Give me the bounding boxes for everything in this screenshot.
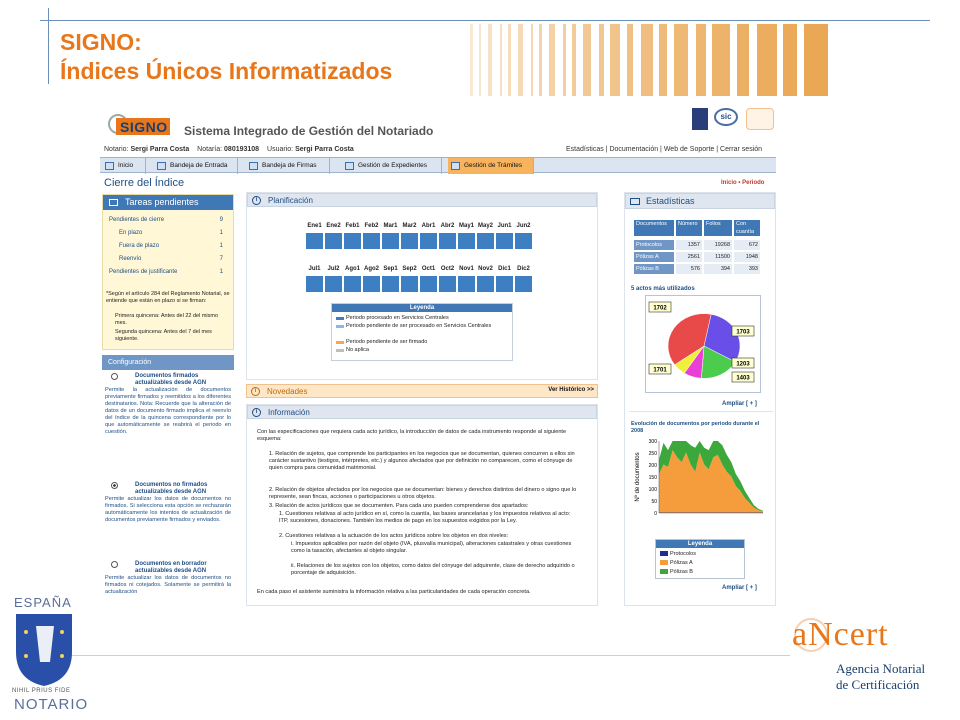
tab-label: Inicio: [118, 162, 134, 169]
decor-stripe: [627, 24, 633, 96]
stats-table: [633, 219, 767, 275]
legend-swatch: [336, 317, 344, 320]
period-cell[interactable]: [514, 232, 533, 250]
app-title: Sistema Integrado de Gestión del Notariado: [184, 124, 434, 138]
radio-icon[interactable]: [111, 373, 118, 380]
tab-gestion-tramites[interactable]: [448, 158, 534, 174]
novedades-header: [246, 384, 598, 398]
period-cell[interactable]: [343, 275, 362, 293]
stats-header-cell: Con cuantía: [733, 219, 761, 237]
tarea-label: Pendientes de justificante: [109, 269, 178, 275]
notaria-label: Notaría:: [197, 146, 223, 153]
header-decoration: [450, 24, 960, 96]
legend-title: Leyenda: [332, 304, 512, 312]
decor-stripe: [488, 24, 492, 96]
period-cell[interactable]: [362, 232, 381, 250]
decor-stripe: [563, 24, 566, 96]
signo-logo-text: SIGNO: [120, 119, 168, 135]
info-icon: i: [252, 196, 261, 205]
footer-rule: [70, 655, 790, 656]
planificacion-title: Planificación: [268, 196, 313, 205]
stats-value: 576: [675, 263, 703, 275]
tab-bandeja-entrada[interactable]: [154, 158, 238, 174]
link-soporte[interactable]: Web de Soporte: [663, 146, 715, 153]
informacion-header: [247, 405, 597, 419]
tarea-count: 9: [219, 217, 223, 223]
planificacion-panel: [246, 192, 598, 380]
config-option-title: Documentos en borrador actualizables desde AGN: [135, 561, 207, 574]
notario-value: Sergi Parra Costa: [130, 146, 190, 153]
legend-label: Protocolos: [670, 551, 696, 557]
decor-stripe: [696, 24, 706, 96]
config-option-text: Permite la actualización de documentos previamente firmados y reemitidos a los diferentes destinatarios. Nota: Recuerde que la alteración de datos de un documento firmado implica el reenvío del índice de la quincena correspondiente por lo que automáticamente se reabrirá el periodo en cuestión.: [105, 387, 231, 435]
ancert-logo: aNcert: [792, 616, 889, 653]
legend-label: Periodo pendiente de ser firmado: [346, 339, 428, 345]
info-intro: Con las especificaciones que requiera cada acto jurídico, la introducción de datos de cada instrumento responde al siguiente esquema:: [257, 429, 567, 442]
signo-logo: [102, 106, 174, 142]
period-cell[interactable]: [343, 232, 362, 250]
info-subitem-2: 2. Cuestiones relativas a la actuación de los actos jurídicos sobre los objetos en dos niveles:: [279, 533, 509, 539]
tarea-label: Pendientes de cierre: [109, 217, 165, 223]
period-label: Ago2: [364, 266, 379, 272]
inbox-icon: [157, 162, 166, 170]
pie-label-text: 1702: [653, 305, 667, 312]
ancert-line2: de Certificación: [836, 677, 920, 692]
decor-stripe: [737, 24, 749, 96]
decor-stripe: [804, 24, 828, 96]
tab-label: Gestión de Expedientes: [358, 162, 428, 169]
area-legend-title: Leyenda: [656, 540, 744, 548]
area-legend-item: [660, 550, 740, 558]
slide-title-line1: SIGNO:: [60, 29, 142, 55]
period-label: Oct2: [440, 266, 455, 272]
period-cell[interactable]: [400, 275, 419, 293]
usuario-label: Usuario:: [267, 146, 294, 153]
stats-value: 1357: [675, 239, 703, 251]
legend-item: [336, 346, 506, 354]
period-label: Abr2: [440, 223, 455, 229]
informacion-title: Información: [268, 408, 310, 417]
info-icon: i: [252, 408, 261, 417]
divider: [629, 411, 773, 412]
ampliar-pie-link[interactable]: Ampliar [ + ]: [722, 401, 757, 407]
period-label: Jul2: [327, 266, 340, 272]
tab-label: Gestión de Trámites: [464, 162, 523, 169]
period-label: Dic1: [498, 266, 511, 272]
notario-label: NOTARIO: [14, 696, 89, 713]
period-cell[interactable]: [362, 275, 381, 293]
y-tick-label: 300: [648, 439, 657, 445]
y-tick-label: 50: [651, 499, 657, 505]
tab-bandeja-firmas[interactable]: [246, 158, 330, 174]
slide-title: [60, 28, 392, 86]
tasks-icon: [109, 199, 118, 206]
period-label: Jul1: [308, 266, 321, 272]
ancert-name: [836, 661, 925, 693]
stats-value: 2561: [675, 251, 703, 263]
decor-stripe: [674, 24, 688, 96]
breadcrumb: Inicio • Periodo: [721, 180, 765, 186]
notaria-value: 080193108: [224, 146, 260, 153]
legend-swatch: [660, 551, 668, 556]
period-cell[interactable]: [400, 232, 419, 250]
y-tick-label: 250: [648, 451, 657, 457]
config-option-title: Documentos no firmados actualizables desde AGN: [135, 482, 208, 495]
config-option-text: Permite actualizar los datos de documentos no firmados ni cotejados. Solamente se permitirá la actualización: [105, 575, 231, 595]
period-label: Ene1: [307, 223, 322, 229]
decor-stripe: [659, 24, 667, 96]
period-cell[interactable]: [457, 275, 476, 293]
info-outro: En cada paso el asistente suministra la información relativa a las particularidades de cada operación concreta.: [257, 589, 531, 595]
info-item-3: 3. Relación de actos jurídicos que se documenten. Para cada uno pueden comprenderse dos apartados:: [269, 503, 529, 509]
procedures-icon: [451, 162, 460, 170]
estadisticas-title: Estadísticas: [646, 196, 695, 206]
pie-chart: [646, 296, 762, 394]
legend-label: No aplica: [346, 347, 369, 353]
period-label: Oct1: [421, 266, 436, 272]
tarea-label: En plazo: [119, 230, 143, 236]
legend-swatch: [336, 349, 344, 352]
pie-chart-frame: [645, 295, 761, 393]
stats-value: 393: [733, 263, 761, 275]
period-cell[interactable]: [476, 275, 495, 293]
tarea-count: 1: [219, 243, 223, 249]
pie-label-text: 1203: [736, 361, 750, 368]
stats-row-label: Pólizas A: [633, 251, 675, 263]
ancert-small-logo: [746, 108, 774, 130]
signo-screenshot: [100, 100, 776, 606]
decor-stripe: [757, 24, 777, 96]
sic-logo: sic: [714, 108, 738, 126]
tareas-panel: [102, 194, 234, 350]
stats-value: 19268: [703, 239, 733, 251]
decor-stripe: [610, 24, 620, 96]
configuracion-header: Configuración: [102, 355, 234, 370]
period-cell[interactable]: [381, 275, 400, 293]
tareas-bullet-2: Segunda quincena: Antes del 7 del mes siguiente.: [115, 329, 212, 342]
radio-icon[interactable]: [111, 561, 118, 568]
period-cell[interactable]: [419, 232, 438, 250]
notario-shield-graphic: [14, 612, 74, 688]
period-cell[interactable]: [514, 275, 533, 293]
area-chart: [631, 437, 771, 537]
tarea-item[interactable]: [109, 217, 227, 223]
stats-header-cell: Folios: [703, 219, 733, 237]
estadisticas-panel: [624, 192, 776, 606]
decor-stripe: [549, 24, 555, 96]
pie-title: 5 actos más utilizados: [631, 286, 695, 292]
decor-stripe: [712, 24, 730, 96]
planificacion-header: [247, 193, 597, 207]
ancert-logo-ring: [794, 618, 828, 652]
decor-stripe: [641, 24, 653, 96]
config-option-text: Permite actualizar los datos de documentos no firmados. Si selecciona esta opción se rechazarán automáticamente los intentos de actualización de documentos previamente firmados y enviados.: [105, 496, 231, 523]
info-subsubitem-i: i. Impuestos aplicables por razón del objeto (IVA, plusvalía municipal), alteraciones catastrales y otras cuestiones como la tasación, afectantes al objeto singular.: [291, 541, 572, 554]
area-legend-item: [660, 568, 740, 576]
tareas-bullet-1: Primera quincena: Antes del 22 del mismo mes.: [115, 313, 219, 326]
legend-label: Pólizas A: [670, 560, 693, 566]
legend-label: Periodo procesado en Servicios Centrales: [346, 315, 449, 321]
period-label: Dic2: [517, 266, 530, 272]
period-label: Nov1: [459, 266, 474, 272]
decor-stripe: [508, 24, 511, 96]
y-tick-label: 200: [648, 463, 657, 469]
period-cell[interactable]: [324, 275, 343, 293]
period-cell[interactable]: [457, 232, 476, 250]
pie-label-text: 1701: [653, 367, 667, 374]
radio-selected-icon[interactable]: [111, 482, 118, 489]
novedades-title: Novedades: [267, 387, 308, 396]
decor-stripe: [470, 24, 473, 96]
estadisticas-header: [625, 193, 775, 209]
period-cell[interactable]: [495, 232, 514, 250]
period-cell[interactable]: [381, 232, 400, 250]
breadcrumb-periodo[interactable]: Periodo: [742, 180, 765, 186]
ampliar-area-link[interactable]: Ampliar [ + ]: [722, 585, 757, 591]
period-cell[interactable]: [476, 232, 495, 250]
stats-row-label: Protocolos: [633, 239, 675, 251]
title-horizontal-rule: [40, 20, 930, 21]
decor-stripe: [539, 24, 542, 96]
period-cell[interactable]: [438, 232, 457, 250]
period-cell[interactable]: [305, 275, 324, 293]
period-label: Jun1: [497, 223, 512, 229]
config-option[interactable]: [105, 561, 231, 596]
pie-label: [649, 302, 671, 312]
decor-stripe: [783, 24, 797, 96]
tarea-count: 1: [219, 269, 223, 275]
period-label: Mar1: [383, 223, 398, 229]
slide-title-line2: Índices Únicos Informatizados: [60, 58, 393, 84]
period-label: Feb2: [364, 223, 379, 229]
tarea-count: 1: [219, 230, 223, 236]
period-label: May2: [477, 223, 493, 229]
info-item-1: 1. Relación de sujetos, que comprende los participantes en los negocios que se documentan, quienes concurren a ellos sin carácter sustantivo (testigos, intérpretes, etc.) y algunos afectados que por definición no comparecen, como el cónyuge de quien compra para comunidad matrimonial.: [269, 451, 575, 471]
legend-item: [336, 338, 506, 346]
tarea-label: Reenvío: [119, 256, 142, 262]
motto: NIHIL PRIUS FIDE: [12, 688, 71, 694]
pie-label: [649, 364, 671, 374]
tab-gestion-expedientes[interactable]: [342, 158, 442, 174]
decor-stripe: [572, 24, 576, 96]
stats-header-cell: Número: [675, 219, 703, 237]
planificacion-legend: [331, 303, 513, 361]
tareas-title: Tareas pendientes: [125, 197, 199, 207]
mail-icon: [630, 198, 640, 205]
informacion-panel: [246, 404, 598, 606]
tarea-item[interactable]: [109, 269, 227, 275]
config-option-title: Documentos firmados actualizables desde AGN: [135, 373, 207, 386]
ancert-line1: Agencia Notarial: [836, 661, 926, 676]
period-label: Ene2: [326, 223, 341, 229]
link-estadisticas[interactable]: Estadísticas: [566, 146, 604, 153]
tarea-label: Fuera de plazo: [119, 243, 160, 249]
breadcrumb-inicio[interactable]: Inicio: [721, 180, 737, 186]
legend-swatch: [336, 341, 344, 344]
legend-swatch: [336, 325, 344, 328]
home-icon: [105, 162, 114, 170]
notario-emblem: [14, 612, 74, 688]
tarea-count: 7: [219, 256, 223, 262]
stats-value: 394: [703, 263, 733, 275]
legend-swatch: [660, 569, 668, 574]
info-item-2: 2. Relación de objetos afectados por los negocios que se documentan: bienes y derechos distintos del dinero o signo que lo represente, sean fincas, acciones o participaciones u otros objetos.: [269, 487, 577, 500]
period-cell[interactable]: [438, 275, 457, 293]
top-links: Estadísticas | Documentación | Web de Soporte | Cerrar sesión: [566, 146, 763, 153]
stats-header-cell: Documentos: [633, 219, 675, 237]
period-cell[interactable]: [324, 232, 343, 250]
decor-stripe: [518, 24, 523, 96]
y-tick-label: 100: [648, 487, 657, 493]
legend-swatch: [660, 560, 668, 565]
period-cell[interactable]: [419, 275, 438, 293]
tareas-note: *Según el artículo 284 del Reglamento Notarial, se entiende que están en plazo si se firman:: [106, 291, 230, 304]
config-option[interactable]: [105, 482, 231, 524]
link-cerrar-sesion[interactable]: Cerrar sesión: [720, 146, 763, 153]
espana-label: ESPAÑA: [14, 595, 72, 610]
stats-value: 672: [733, 239, 761, 251]
period-label: Mar2: [402, 223, 417, 229]
period-label: Nov2: [478, 266, 493, 272]
y-tick-label: 150: [648, 475, 657, 481]
period-cell[interactable]: [305, 232, 324, 250]
decor-stripe: [599, 24, 604, 96]
page-title: Cierre del Índice: [104, 177, 185, 189]
nav-bar: [100, 157, 776, 173]
tab-label: Bandeja de Firmas: [262, 162, 317, 169]
tab-inicio[interactable]: [102, 158, 146, 174]
period-label: Abr1: [421, 223, 436, 229]
y-axis-label: Nº de documentos: [635, 452, 641, 502]
info-subsubitem-ii: ii. Relaciones de los sujetos con los objetos, como datos del cónyuge del adquirente, clase de derecho adquirido o porcentaje de adquisición.: [291, 563, 575, 576]
notario-label: Notario:: [104, 146, 129, 153]
tareas-header: [103, 195, 233, 210]
ministry-logo: [692, 108, 708, 130]
ver-historico-link[interactable]: Ver Histórico >>: [548, 387, 594, 393]
signature-icon: [249, 162, 258, 170]
novedades-panel: [246, 384, 598, 398]
pie-label: [732, 372, 754, 382]
pie-label: [732, 326, 754, 336]
area-title: Evolución de documentos por periodo durante el 2008: [631, 421, 760, 434]
usuario-value: Sergi Parra Costa: [295, 146, 354, 153]
stats-row-label: Pólizas B: [633, 263, 675, 275]
info-subitem-1: 1. Cuestiones relativas al acto jurídico en sí, como la cuantía, las bases arancelarias y los impuestos relativos al acto: ITP, sucesiones, donaciones. También los medios de pago en los supuestos exigidos por la Ley.: [279, 511, 571, 524]
legend-label: Pólizas B: [670, 569, 693, 575]
period-cell[interactable]: [495, 275, 514, 293]
period-label: Sep2: [402, 266, 417, 272]
tarea-item[interactable]: [119, 243, 227, 249]
pie-label-text: 1403: [736, 375, 750, 382]
decor-stripe: [479, 24, 481, 96]
configuracion-panel: [102, 355, 234, 606]
tab-label: Bandeja de Entrada: [170, 162, 228, 169]
period-label: Feb1: [345, 223, 360, 229]
y-tick-label: 0: [654, 511, 657, 517]
pie-label: [732, 358, 754, 368]
link-documentacion[interactable]: Documentación: [609, 146, 659, 153]
decor-stripe: [583, 24, 591, 96]
decor-stripe: [531, 24, 533, 96]
tarea-item[interactable]: [119, 230, 227, 236]
stats-value: 11500: [703, 251, 733, 263]
pie-label-text: 1703: [736, 329, 750, 336]
config-option[interactable]: [105, 373, 231, 436]
area-legend-item: [660, 559, 740, 567]
period-label: Jun2: [516, 223, 531, 229]
decor-stripe: [500, 24, 502, 96]
legend-label: Periodo pendiente de ser procesado en Servicios Centrales: [346, 323, 492, 329]
folder-icon: [345, 162, 354, 170]
info-icon: i: [251, 387, 260, 396]
period-label: Sep1: [383, 266, 398, 272]
area-legend: [655, 539, 745, 579]
period-label: Ago1: [345, 266, 360, 272]
period-label: May1: [458, 223, 474, 229]
legend-item: [336, 314, 506, 322]
tarea-item[interactable]: [119, 256, 227, 262]
legend-item: [336, 322, 506, 330]
stats-value: 1948: [733, 251, 761, 263]
